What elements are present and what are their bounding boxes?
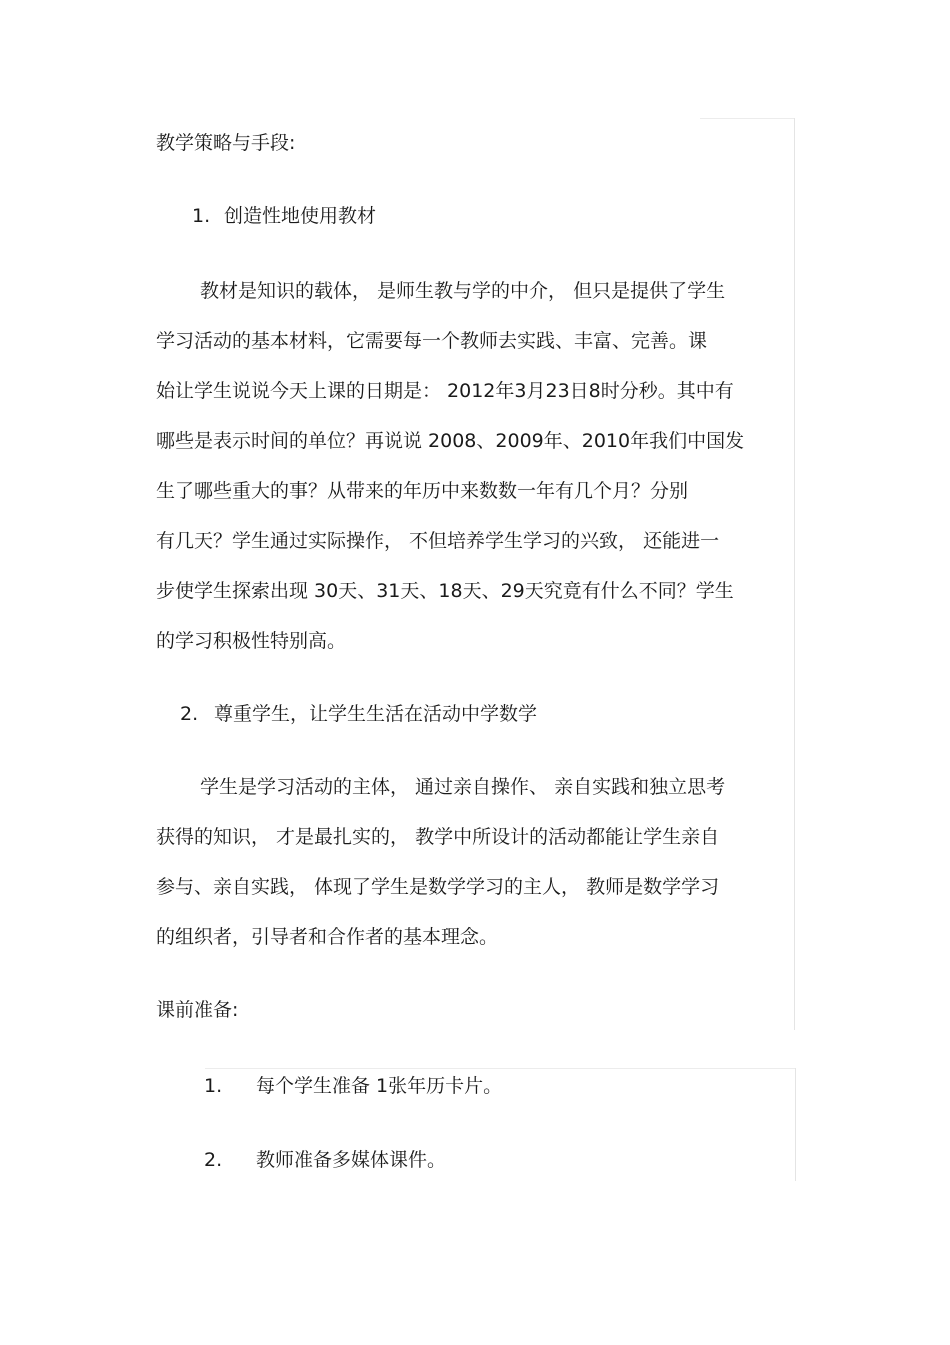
item1-number: 1. [192,205,211,227]
prep-item-number: 1. [204,1075,223,1097]
item1-paragraph-line: 学习活动的基本材料，它需要每一个教师去实践、丰富、完善。课 [156,330,708,352]
item2-paragraph-line: 获得的知识， 才是最扎实的， 教学中所设计的活动都能让学生亲自 [156,826,720,848]
item1-paragraph-line: 哪些是表示时间的单位？再说说 2008、2009年、2010年我们中国发 [156,430,745,452]
strategy-heading: 教学策略与手段: [156,132,296,154]
item2-title: 尊重学生，让学生生活在活动中学数学 [214,703,538,725]
table-right-border [795,1068,796,1181]
top-border-line [700,118,795,119]
prep-item-text: 教师准备多媒体课件。 [256,1149,447,1171]
item1-paragraph-line: 始让学生说说今天上课的日期是： 2012年3月23日8时分秒。其中有 [156,380,734,402]
table-top-border [205,1068,795,1069]
item2-paragraph-line: 的组织者，引导者和合作者的基本理念。 [156,926,499,948]
item1-paragraph-line: 有几天？学生通过实际操作， 不但培养学生学习的兴致， 还能进一 [156,530,720,552]
item1-title: 创造性地使用教材 [224,205,377,227]
item1-paragraph-line: 教材是知识的载体， 是师生教与学的中介， 但只是提供了学生 [200,280,726,302]
item2-paragraph-line: 学生是学习活动的主体， 通过亲自操作、 亲自实践和独立思考 [200,776,726,798]
preparation-heading: 课前准备: [156,999,239,1021]
prep-item-number: 2. [204,1149,223,1171]
prep-item-text: 每个学生准备 1张年历卡片。 [256,1075,503,1097]
item2-number: 2. [180,703,199,725]
item1-paragraph-line: 步使学生探索出现 30天、31天、18天、29天究竟有什么不同？学生 [156,580,734,602]
right-border-line [794,118,795,1030]
item2-paragraph-line: 参与、亲自实践， 体现了学生是数学学习的主人， 教师是数学学习 [156,876,720,898]
item1-paragraph-line: 生了哪些重大的事？从带来的年历中来数数一年有几个月？分别 [156,480,689,502]
item1-paragraph-line: 的学习积极性特别高。 [156,630,347,652]
